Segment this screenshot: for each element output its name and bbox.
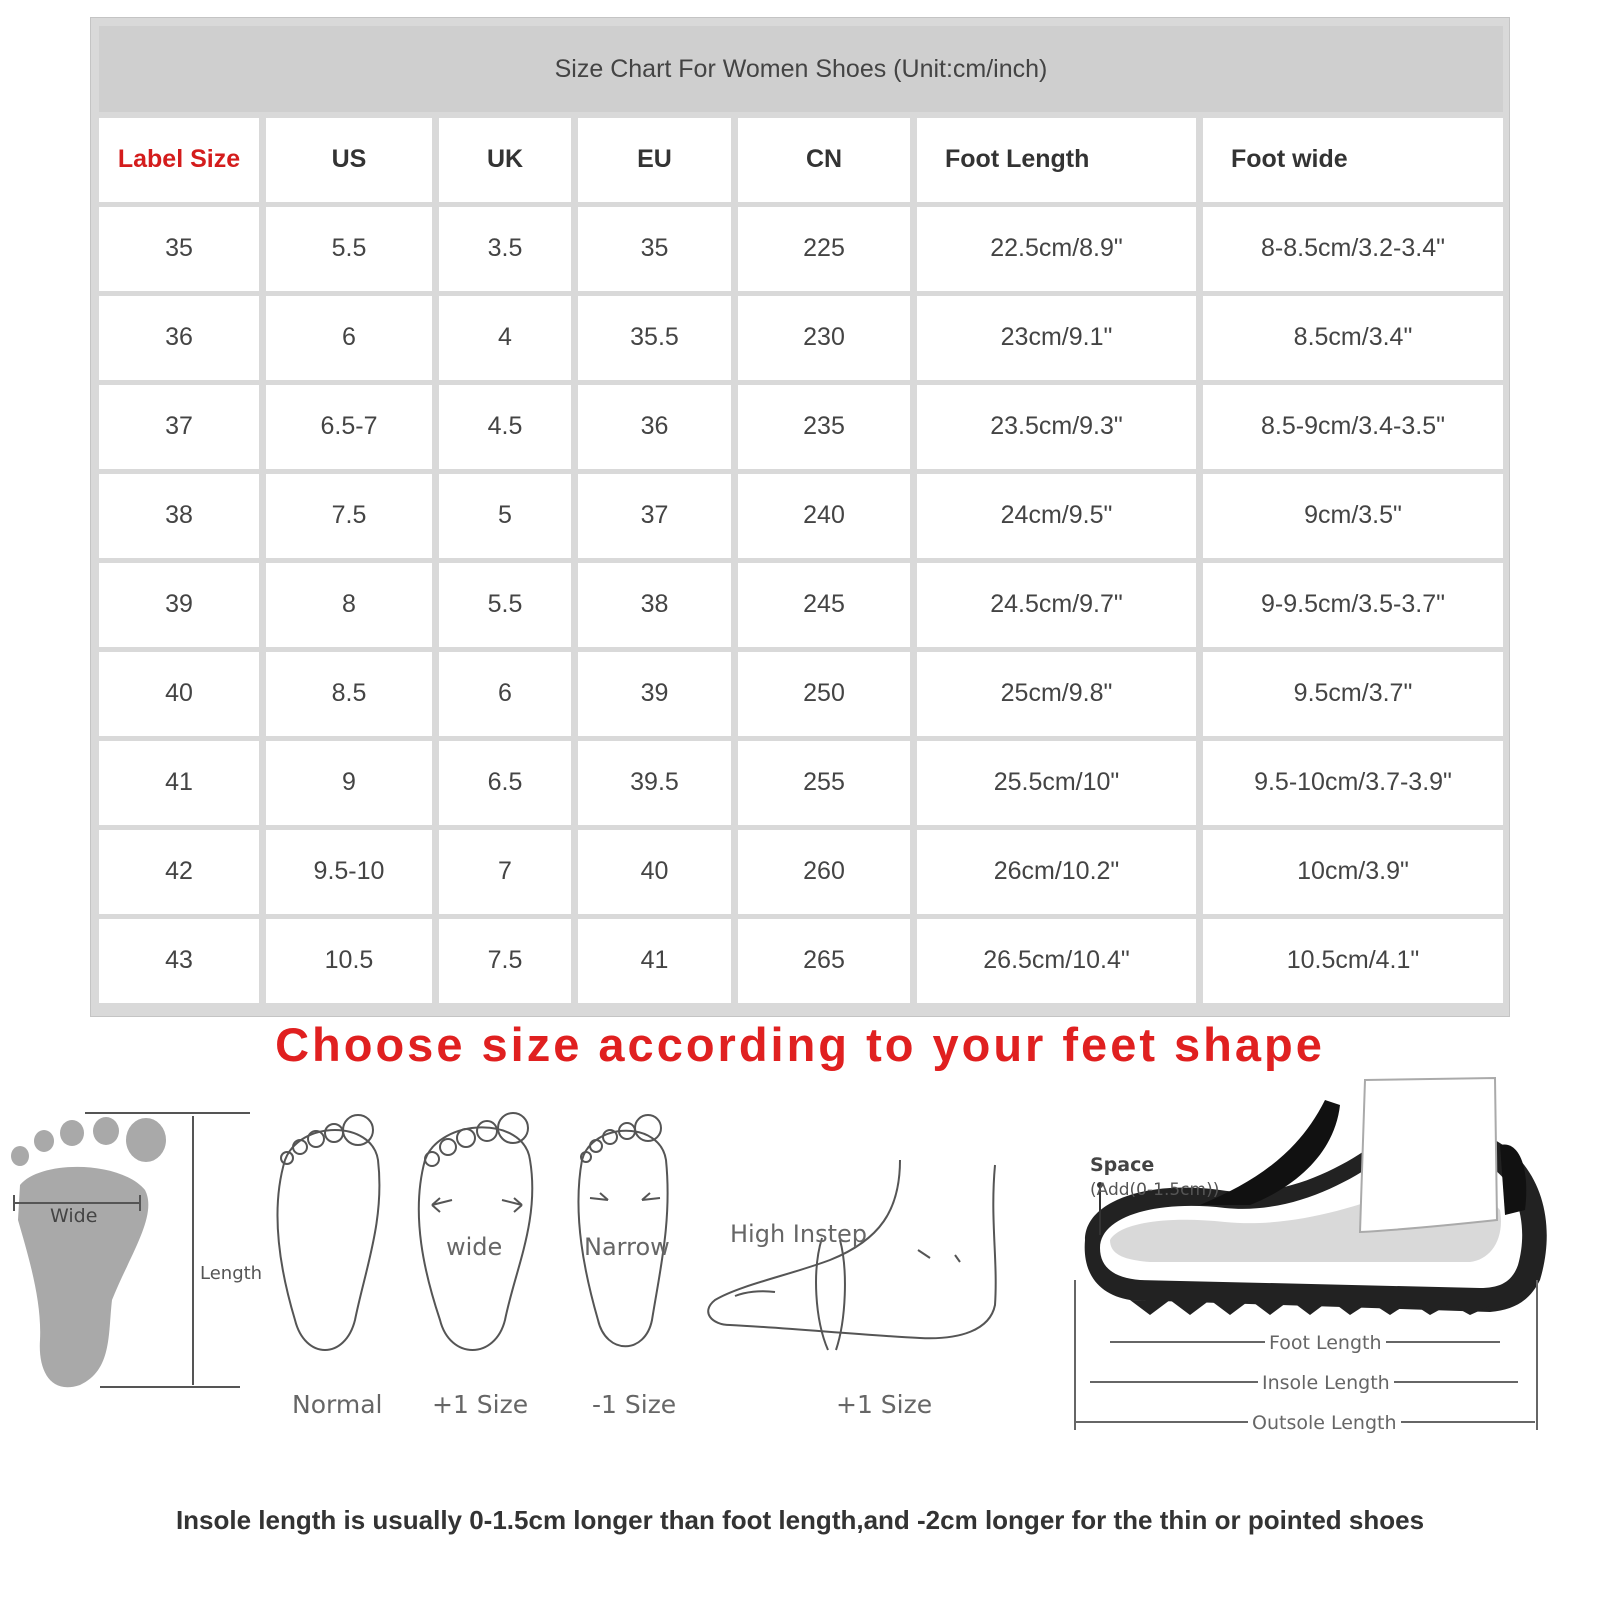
cell-foot-wide: 9.5-10cm/3.7-3.9" (1203, 741, 1503, 825)
cell-label-size: 38 (99, 474, 259, 558)
cell-eu: 35 (578, 207, 731, 291)
header-foot-wide: Foot wide (1203, 118, 1503, 202)
cell-foot-wide: 8-8.5cm/3.2-3.4" (1203, 207, 1503, 291)
insole-footnote: Insole length is usually 0-1.5cm longer than foot length,and -2cm longer for the thin or pointed shoes (175, 1505, 1425, 1535)
wide-foot-icon (419, 1113, 533, 1350)
cell-eu: 39 (578, 652, 731, 736)
cell-foot-length: 25cm/9.8" (917, 652, 1196, 736)
wide-foot-inner-label: wide (446, 1233, 503, 1261)
cell-foot-wide: 9.5cm/3.7" (1203, 652, 1503, 736)
cell-foot-length: 23cm/9.1" (917, 296, 1196, 380)
cell-eu: 35.5 (578, 296, 731, 380)
header-eu: EU (578, 118, 731, 202)
cell-uk: 3.5 (439, 207, 571, 291)
cell-cn: 230 (738, 296, 910, 380)
cell-us: 7.5 (266, 474, 432, 558)
cell-us: 5.5 (266, 207, 432, 291)
cell-eu: 38 (578, 563, 731, 647)
cell-foot-length: 23.5cm/9.3" (917, 385, 1196, 469)
narrow-foot-inner-label: Narrow (584, 1233, 670, 1261)
cell-cn: 235 (738, 385, 910, 469)
header-cn: CN (738, 118, 910, 202)
cell-us: 8 (266, 563, 432, 647)
cell-uk: 7 (439, 830, 571, 914)
cell-cn: 225 (738, 207, 910, 291)
cell-label-size: 37 (99, 385, 259, 469)
cell-cn: 250 (738, 652, 910, 736)
cell-uk: 5 (439, 474, 571, 558)
cell-uk: 6 (439, 652, 571, 736)
cell-foot-length: 22.5cm/8.9" (917, 207, 1196, 291)
cell-cn: 255 (738, 741, 910, 825)
cell-foot-wide: 10cm/3.9" (1203, 830, 1503, 914)
header-foot-length: Foot Length (917, 118, 1196, 202)
size-chart-title: Size Chart For Women Shoes (Unit:cm/inch) (99, 26, 1503, 112)
narrow-foot-caption: -1 Size (592, 1390, 677, 1419)
cell-label-size: 36 (99, 296, 259, 380)
cell-foot-wide: 9-9.5cm/3.5-3.7" (1203, 563, 1503, 647)
cell-foot-length: 25.5cm/10" (917, 741, 1196, 825)
cell-label-size: 35 (99, 207, 259, 291)
cell-label-size: 39 (99, 563, 259, 647)
cell-us: 9 (266, 741, 432, 825)
insole-length-label: Insole Length (1258, 1372, 1394, 1394)
cell-foot-wide: 8.5-9cm/3.4-3.5" (1203, 385, 1503, 469)
cell-label-size: 41 (99, 741, 259, 825)
wide-foot-caption: +1 Size (432, 1390, 529, 1419)
cell-label-size: 42 (99, 830, 259, 914)
cell-cn: 265 (738, 919, 910, 1003)
cell-label-size: 43 (99, 919, 259, 1003)
cell-cn: 260 (738, 830, 910, 914)
cell-eu: 41 (578, 919, 731, 1003)
footprint-icon (11, 1117, 166, 1387)
cell-foot-wide: 10.5cm/4.1" (1203, 919, 1503, 1003)
cell-us: 9.5-10 (266, 830, 432, 914)
cell-foot-wide: 8.5cm/3.4" (1203, 296, 1503, 380)
cell-foot-length: 26cm/10.2" (917, 830, 1196, 914)
cell-uk: 5.5 (439, 563, 571, 647)
outsole-length-label: Outsole Length (1248, 1412, 1401, 1434)
cell-foot-length: 26.5cm/10.4" (917, 919, 1196, 1003)
cell-foot-length: 24cm/9.5" (917, 474, 1196, 558)
cell-eu: 37 (578, 474, 731, 558)
cell-label-size: 40 (99, 652, 259, 736)
cell-uk: 6.5 (439, 741, 571, 825)
wide-label: Wide (50, 1205, 98, 1227)
space-note: (Add(0-1.5cm)) (1090, 1180, 1220, 1200)
cell-us: 8.5 (266, 652, 432, 736)
high-instep-title: High Instep (730, 1220, 867, 1248)
space-label: Space (1090, 1154, 1155, 1176)
header-uk: UK (439, 118, 571, 202)
cell-uk: 7.5 (439, 919, 571, 1003)
cell-foot-length: 24.5cm/9.7" (917, 563, 1196, 647)
foot-length-label: Foot Length (1265, 1332, 1386, 1354)
choose-size-headline: Choose size according to your feet shape (275, 1018, 1325, 1071)
cell-uk: 4.5 (439, 385, 571, 469)
length-label: Length (200, 1263, 263, 1284)
cell-us: 10.5 (266, 919, 432, 1003)
cell-eu: 39.5 (578, 741, 731, 825)
cell-uk: 4 (439, 296, 571, 380)
narrow-foot-icon (578, 1115, 667, 1346)
cell-eu: 40 (578, 830, 731, 914)
header-us: US (266, 118, 432, 202)
high-instep-caption: +1 Size (836, 1390, 933, 1419)
normal-foot-icon (278, 1115, 380, 1350)
cell-us: 6 (266, 296, 432, 380)
cell-cn: 245 (738, 563, 910, 647)
high-instep-foot-icon (708, 1160, 995, 1350)
cell-cn: 240 (738, 474, 910, 558)
normal-foot-caption: Normal (292, 1390, 383, 1419)
header-label-size: Label Size (99, 118, 259, 202)
cell-eu: 36 (578, 385, 731, 469)
cell-us: 6.5-7 (266, 385, 432, 469)
cell-foot-wide: 9cm/3.5" (1203, 474, 1503, 558)
